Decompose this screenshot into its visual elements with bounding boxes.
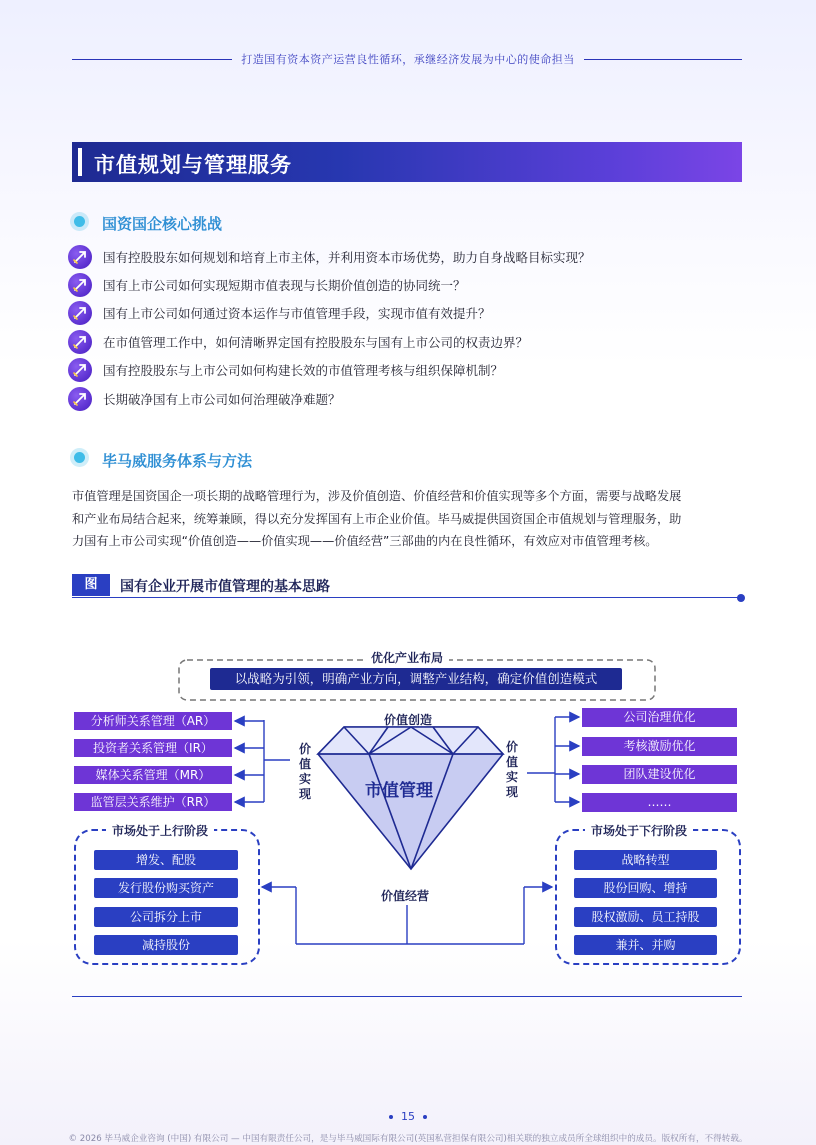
challenge-text: 在市值管理工作中，如何清晰界定国有控股股东与国有上市公司的权责边界？ xyxy=(103,335,529,350)
down-stage-item: 战略转型 xyxy=(574,850,717,870)
strategy-banner: 以战略为引领，明确产业方向，调整产业结构，确定价值创造模式 xyxy=(210,668,622,690)
challenge-text: 长期破净国有上市公司如何治理破净难题？ xyxy=(103,392,341,407)
page-title: 市值规划与管理服务 xyxy=(94,153,292,177)
left-value-realization-label: 价 值 实 现 xyxy=(298,742,311,801)
up-stage-item: 增发、配股 xyxy=(94,850,238,870)
more-box: …… xyxy=(582,793,737,812)
up-stage-item: 公司拆分上市 xyxy=(94,907,238,927)
down-stage-item: 股权激励、员工持股 xyxy=(574,907,717,927)
governance-box: 公司治理优化 xyxy=(582,708,737,727)
section-title-services: 毕马威服务体系与方法 xyxy=(102,452,253,470)
page-number xyxy=(380,1110,436,1123)
copyright-notice: © 2026 毕马威企业咨询 (中国) 有限公司 — 中国有限责任公司，是与毕马威国际有限公司(英国私营担保有限公司)相关联的独立成员所全球组织中的成员。版权所有，不得转载。 xyxy=(68,1134,748,1144)
incentive-box: 考核激励优化 xyxy=(582,737,737,756)
industry-layout-title: 优化产业布局 xyxy=(365,649,449,666)
challenge-text: 国有上市公司如何实现短期市值表现与长期价值创造的协同统一？ xyxy=(103,278,466,293)
value-creation-label: 价值创造 xyxy=(384,713,433,727)
figure-title: 国有企业开展市值管理的基本思路 xyxy=(120,579,330,595)
team-building-box: 团队建设优化 xyxy=(582,765,737,784)
up-stage-item: 减持股份 xyxy=(94,935,238,955)
paragraph-line: 市值管理是国资国企一项长期的战略管理行为，涉及价值创造、价值经营和价值实现等多个方面，需要与战略发展 xyxy=(72,489,682,503)
challenge-text: 国有控股股东与上市公司如何构建长效的市值管理考核与组织保障机制？ xyxy=(103,363,504,378)
challenge-text: 国有上市公司如何通过资本运作与市值管理手段，实现市值有效提升？ xyxy=(103,306,491,321)
analyst-relations-box: 分析师关系管理（AR） xyxy=(74,712,232,730)
page-dot-left xyxy=(389,1115,393,1119)
page-dot-right xyxy=(423,1115,427,1119)
figure-tag: 图 xyxy=(72,574,110,596)
market-cap-management-label: 市值管理 xyxy=(365,781,433,801)
value-operation-label: 价值经营 xyxy=(381,889,430,903)
header-tagline: 打造国有资本资产运营良性循环，承继经济发展为中心的使命担当 xyxy=(241,53,575,66)
page-number-text: 15 xyxy=(401,1110,415,1123)
paragraph-line: 和产业布局结合起来，统筹兼顾，得以充分发挥国有上市企业价值。毕马威提供国资国企市值规划与管理服务，助 xyxy=(72,511,682,526)
down-stage-item: 股份回购、增持 xyxy=(574,878,717,898)
regulator-relations-box: 监管层关系维护（RR） xyxy=(74,793,232,811)
media-relations-box: 媒体关系管理（MR） xyxy=(74,766,232,784)
down-stage-title: 市场处于下行阶段 xyxy=(585,822,693,839)
section-title-challenges: 国资国企核心挑战 xyxy=(102,215,223,233)
down-stage-item: 兼并、并购 xyxy=(574,935,717,955)
right-value-realization-label: 价 值 实 现 xyxy=(505,740,518,799)
paragraph-line: 力国有上市公司实现“价值创造——价值实现——价值经营”三部曲的内在良性循环，有效应对市值管理考核。 xyxy=(72,534,658,548)
footer-rule xyxy=(72,996,742,997)
up-stage-title: 市场处于上行阶段 xyxy=(106,822,214,839)
up-stage-item: 发行股份购买资产 xyxy=(94,878,238,898)
investor-relations-box: 投资者关系管理（IR） xyxy=(74,739,232,757)
challenge-text: 国有控股股东如何规划和培育上市主体，并利用资本市场优势，助力自身战略目标实现？ xyxy=(103,250,591,265)
